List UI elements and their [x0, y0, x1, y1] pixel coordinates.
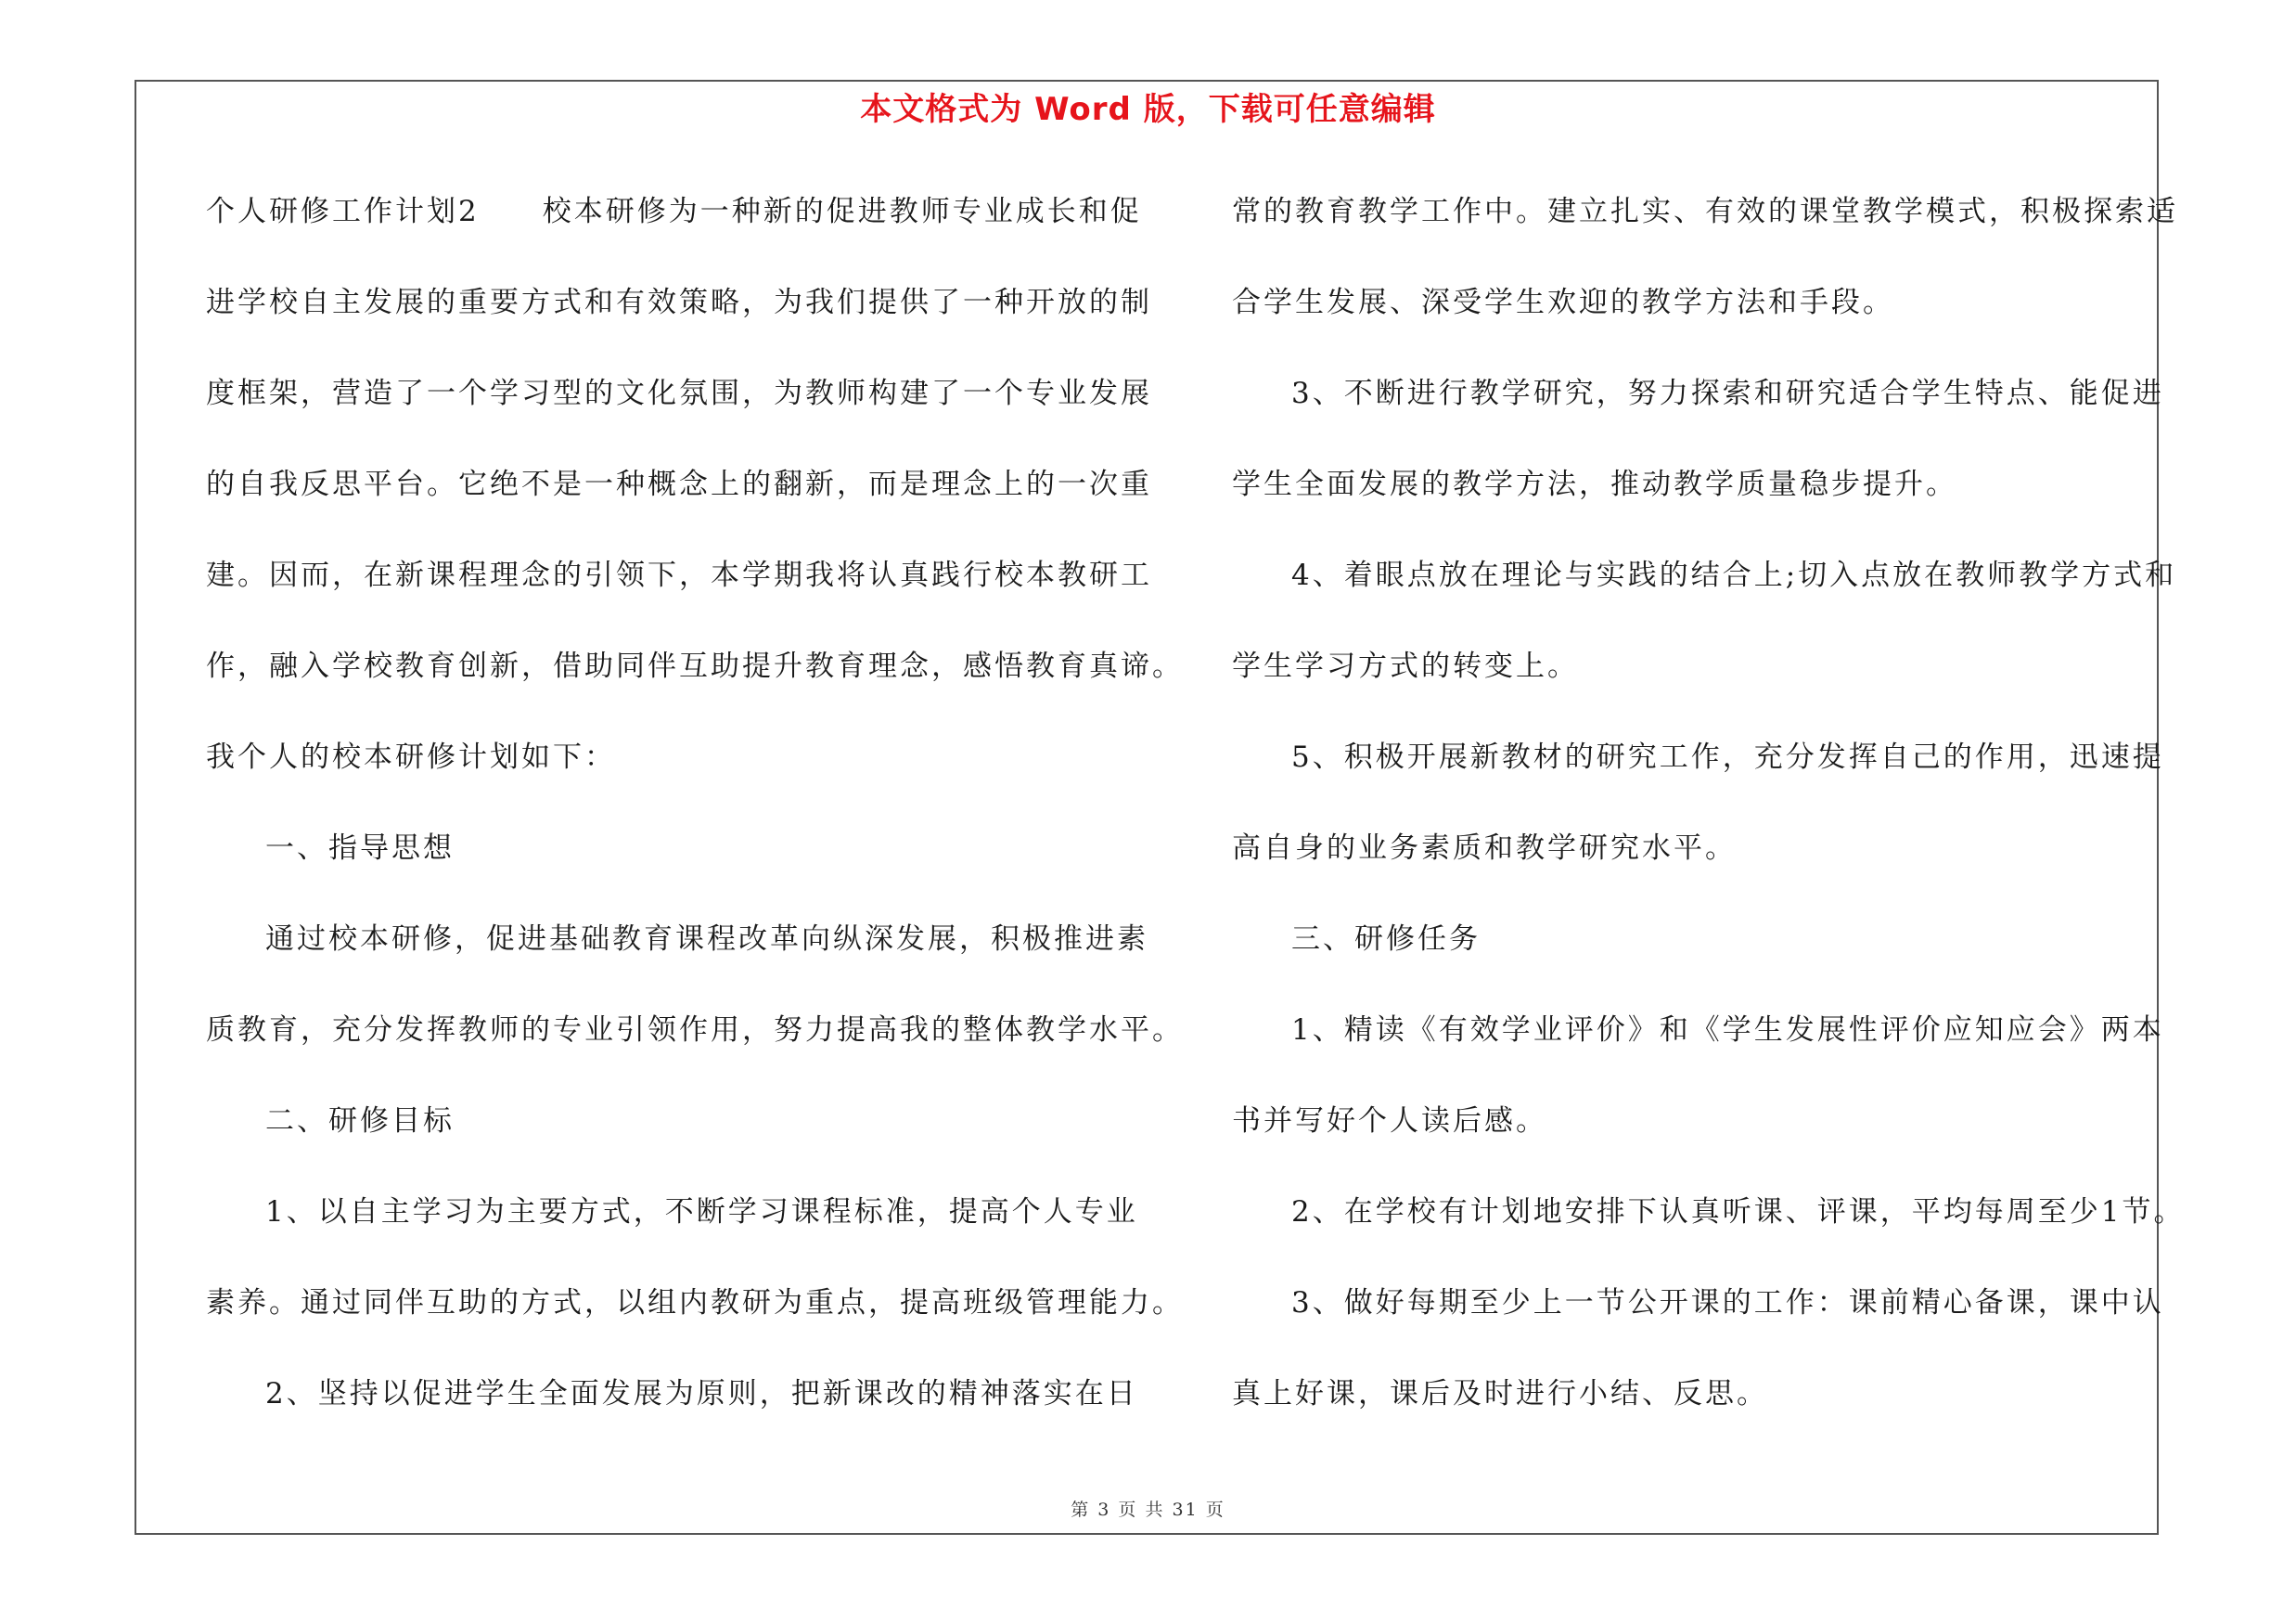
- text-line: 真上好课，课后及时进行小结、反思。: [1232, 1377, 1768, 1410]
- text-line: 常的教育教学工作中。建立扎实、有效的课堂教学模式，积极探索适: [1232, 195, 2178, 228]
- text-line: 作，融入学校教育创新，借助同伴互助提升教育理念，感悟教育真谛。: [206, 650, 1184, 683]
- text-line: 3、做好每期至少上一节公开课的工作：课前精心备课，课中认: [1291, 1286, 2164, 1320]
- left-text-column: [206, 183, 1184, 1456]
- text-line: 2、坚持以促进学生全面发展为原则，把新课改的精神落实在日: [265, 1377, 1138, 1410]
- text-line: 1、以自主学习为主要方式，不断学习课程标准，提高个人专业: [265, 1195, 1138, 1229]
- text-line: 合学生发展、深受学生欢迎的教学方法和手段。: [1232, 286, 1894, 319]
- page-number: 第 3 页 共 31 页: [1071, 1500, 1225, 1520]
- text-line: 素养。通过同伴互助的方式，以组内教研为重点，提高班级管理能力。: [206, 1286, 1184, 1320]
- text-line: 通过校本研修，促进基础教育课程改革向纵深发展，积极推进素: [265, 922, 1148, 956]
- text-line: 质教育，充分发挥教师的专业引领作用，努力提高我的整体教学水平。: [206, 1013, 1184, 1047]
- text-line: 我个人的校本研修计划如下：: [206, 741, 616, 774]
- text-line: 建。因而，在新课程理念的引领下，本学期我将认真践行校本教研工: [206, 559, 1152, 592]
- text-line: 高自身的业务素质和教学研究水平。: [1232, 831, 1737, 865]
- text-line: 4、着眼点放在理论与实践的结合上;切入点放在教师教学方式和: [1291, 559, 2177, 592]
- text-line: 5、积极开展新教材的研究工作，充分发挥自己的作用，迅速提: [1291, 741, 2164, 774]
- text-line: 3、不断进行教学研究，努力探索和研究适合学生特点、能促进: [1291, 377, 2164, 410]
- text-line: 度框架，营造了一个学习型的文化氛围，为教师构建了一个专业发展: [206, 377, 1152, 410]
- text-line: 学生全面发展的教学方法，推动教学质量稳步提升。: [1232, 468, 1957, 501]
- text-line: 进学校自主发展的重要方式和有效策略，为我们提供了一种开放的制: [206, 286, 1152, 319]
- section-heading: 二、研修目标: [265, 1104, 455, 1138]
- text-line: 个人研修工作计划2 校本研修为一种新的促进教师专业成长和促: [206, 195, 1142, 228]
- text-line: 书并写好个人读后感。: [1232, 1104, 1547, 1138]
- section-heading: 一、指导思想: [265, 831, 455, 865]
- section-heading: 三、研修任务: [1291, 922, 1481, 956]
- right-text-column: [1232, 183, 2186, 1456]
- text-line: 2、在学校有计划地安排下认真听课、评课，平均每周至少1节。: [1291, 1195, 2186, 1229]
- text-line: 1、精读《有效学业评价》和《学生发展性评价应知应会》两本: [1291, 1013, 2164, 1047]
- text-line: 学生学习方式的转变上。: [1232, 650, 1579, 683]
- text-line: 的自我反思平台。它绝不是一种概念上的翻新，而是理念上的一次重: [206, 468, 1152, 501]
- format-banner: 本文格式为 Word 版，下载可任意编辑: [860, 91, 1436, 128]
